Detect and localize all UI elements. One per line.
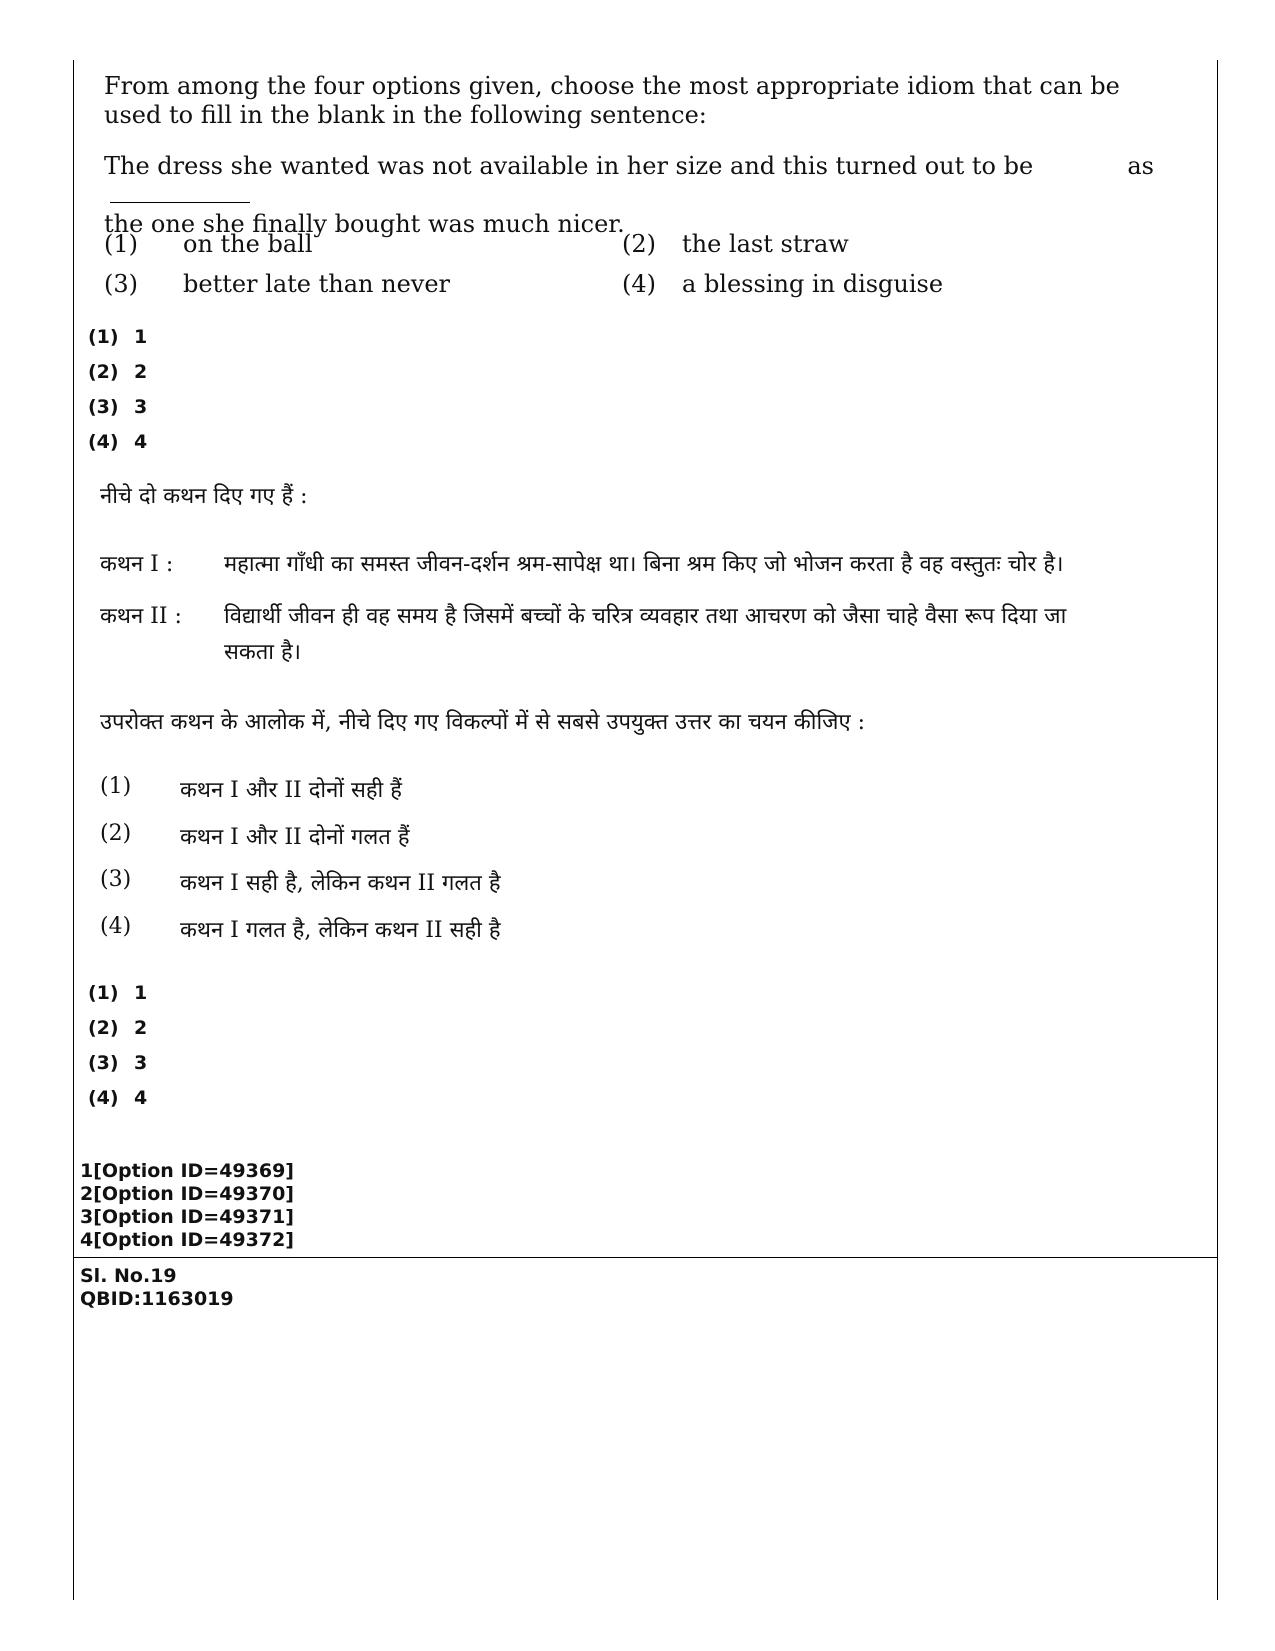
- hindi-option-3-text: कथन I सही है, लेकिन कथन II गलत है: [180, 871, 501, 896]
- statement-2-line-2: सकता है।: [224, 640, 302, 665]
- hindi-option-4-number: (4): [100, 914, 132, 939]
- question-instruction: From among the four options given, choose the most appropriate idiom that can be used to fill in the blank in the following sentence:: [104, 72, 1120, 129]
- hindi-option-2-text: कथन I और II दोनों गलत हैं: [180, 825, 410, 850]
- option-id: 1[Option ID=49369]: [80, 1160, 294, 1182]
- option-1-text: on the ball: [183, 230, 313, 258]
- sentence-line-2: the one she finally bought was much nicer.: [104, 210, 625, 238]
- option-4-number: (4): [622, 270, 656, 298]
- option-id: 3[Option ID=49371]: [80, 1206, 294, 1228]
- response-option[interactable]: (4) 4: [88, 1087, 148, 1109]
- question-sentence: [104, 152, 1174, 239]
- response-option[interactable]: (1) 1: [88, 982, 148, 1004]
- option-id: 4[Option ID=49372]: [80, 1229, 294, 1251]
- hindi-intro: नीचे दो कथन दिए गए हैं :: [100, 484, 308, 509]
- fill-blank: [110, 184, 250, 203]
- statement-2-line-1: विद्यार्थी जीवन ही वह समय है जिसमें बच्चों के चरित्र व्यवहार तथा आचरण को जैसा चाहे वैसा रूप दिया जा: [224, 604, 1067, 629]
- hindi-option-3-number: (3): [100, 867, 132, 892]
- option-4-text: a blessing in disguise: [682, 270, 944, 298]
- section-divider: [73, 1257, 1218, 1258]
- sentence-part-2: as: [1127, 152, 1154, 180]
- response-option[interactable]: (2) 2: [88, 1017, 148, 1039]
- option-id-list: [80, 1160, 294, 1252]
- option-3-text: better late than never: [183, 270, 451, 298]
- right-border: [1217, 60, 1218, 1600]
- hindi-option-4-text: कथन I गलत है, लेकिन कथन II सही है: [180, 918, 501, 943]
- option-id: 2[Option ID=49370]: [80, 1183, 294, 1205]
- response-option[interactable]: (3) 3: [88, 1052, 148, 1074]
- option-2-number: (2): [622, 230, 656, 258]
- statement-1-label: कथन I :: [100, 552, 174, 577]
- hindi-option-1-number: (1): [100, 774, 132, 799]
- hindi-question: उपरोक्त कथन के आलोक में, नीचे दिए गए विकल्पों में से सबसे उपयुक्त उत्तर का चयन कीजिए :: [100, 710, 866, 735]
- option-3-number: (3): [104, 270, 138, 298]
- serial-number: Sl. No.19: [80, 1265, 177, 1287]
- option-1-number: (1): [104, 230, 138, 258]
- option-2-text: the last straw: [682, 230, 849, 258]
- response-option[interactable]: (1) 1: [88, 326, 148, 348]
- response-option[interactable]: (2) 2: [88, 361, 148, 383]
- left-border: [73, 60, 74, 1600]
- response-option[interactable]: (3) 3: [88, 396, 148, 418]
- next-question-meta: [80, 1265, 234, 1311]
- hindi-option-1-text: कथन I और II दोनों सही हैं: [180, 778, 402, 803]
- response-option[interactable]: (4) 4: [88, 431, 148, 453]
- statement-2-label: कथन II :: [100, 604, 182, 629]
- statement-1-text: महात्मा गाँधी का समस्त जीवन-दर्शन श्रम-सापेक्ष था। बिना श्रम किए जो भोजन करता है वह वस्तुतः चोर है।: [224, 552, 1064, 577]
- question-bank-id: QBID:1163019: [80, 1288, 234, 1310]
- sentence-part-1: The dress she wanted was not available in her size and this turned out to be: [104, 152, 1034, 180]
- hindi-option-2-number: (2): [100, 821, 132, 846]
